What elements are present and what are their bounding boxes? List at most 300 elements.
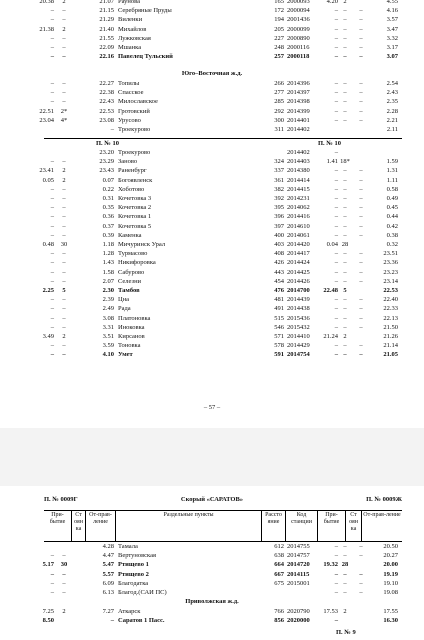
cell-stop-back: 2 xyxy=(343,333,347,340)
header-departure-back: От-прав-ление xyxy=(363,512,401,518)
cell-station: Тамала xyxy=(118,543,138,550)
cell-departure-back: 2.28 xyxy=(386,107,398,115)
cell-arrival: 8.50 xyxy=(42,617,54,625)
cell-arrival-back: 17.53 xyxy=(323,608,338,615)
cell-departure-back: 17.55 xyxy=(383,608,398,615)
cell-station: Кочетовка 1 xyxy=(118,213,152,221)
cell-stop-back: 18* xyxy=(340,158,350,166)
table-row xyxy=(0,332,424,341)
cell-station: Серебряные Пруды xyxy=(118,7,172,15)
cell-distance: 285 xyxy=(274,98,284,106)
cell-extra: – xyxy=(359,116,363,124)
cell-distance: 476 xyxy=(274,287,284,294)
cell-distance: 664 xyxy=(274,561,284,569)
cell-station: Саратов 1 Пасс. xyxy=(118,617,165,625)
cell-departure: 23.20 xyxy=(99,149,114,156)
cell-departure: 3.51 xyxy=(102,333,114,340)
cell-arrival: – xyxy=(50,89,54,97)
cell-extra: – xyxy=(359,259,363,267)
cell-arrival-back: – xyxy=(334,107,338,115)
cell-arrival: 3.49 xyxy=(42,333,54,340)
cell-arrival-back: – xyxy=(334,80,338,87)
cell-station: Благодатка xyxy=(118,579,149,587)
table-row xyxy=(0,79,424,88)
cell-code: 2014403 xyxy=(287,158,310,166)
cell-extra: – xyxy=(359,579,363,587)
cell-distance: 856 xyxy=(274,617,284,625)
cell-stop-back: – xyxy=(343,213,347,221)
cell-station: Лужковская xyxy=(118,34,151,42)
cell-stop-back: – xyxy=(343,185,347,193)
cell-station: Мичуринск Урал xyxy=(118,241,166,248)
cell-departure: 22.27 xyxy=(99,80,114,87)
cell-departure: 22.09 xyxy=(99,44,114,51)
cell-arrival-back: – xyxy=(334,44,338,51)
cell-stop: 30 xyxy=(60,241,68,248)
cell-station: Умет xyxy=(118,351,133,359)
cell-departure: 0.35 xyxy=(102,204,114,212)
cell-code: 2014439 xyxy=(287,296,310,304)
cell-departure: 1.58 xyxy=(102,268,114,276)
cell-code: 2014610 xyxy=(287,222,310,230)
cell-distance: 397 xyxy=(274,222,284,230)
cell-stop-back: – xyxy=(343,167,347,175)
cell-stop-back: 2 xyxy=(343,608,347,615)
table-row xyxy=(0,286,424,295)
cell-departure: 4.28 xyxy=(102,543,114,550)
cell-arrival: 23.04 xyxy=(39,116,54,124)
cell-departure: 21.40 xyxy=(99,25,114,33)
cell-stop: – xyxy=(62,80,66,87)
cell-arrival-back: – xyxy=(334,222,338,230)
cell-station: Ртищево 1 xyxy=(118,561,149,569)
cell-code: 2000116 xyxy=(287,44,310,51)
cell-station: Павелец Тульский xyxy=(118,53,173,61)
cell-arrival-back: – xyxy=(334,342,338,350)
cell-distance: 266 xyxy=(274,80,284,87)
cell-distance: 300 xyxy=(274,116,284,124)
cell-station: Тамбов xyxy=(118,287,140,294)
cell-stop-back: – xyxy=(343,342,347,350)
cell-code: 2014399 xyxy=(287,107,310,115)
cell-departure: 1.28 xyxy=(102,250,114,258)
cell-extra: – xyxy=(359,89,363,97)
cell-code: 2014115 xyxy=(287,570,310,578)
cell-arrival-back: – xyxy=(334,34,338,42)
train-marker-bottom: П. № 9 xyxy=(336,629,356,636)
cell-arrival: 7.25 xyxy=(42,608,54,615)
cell-distance: 396 xyxy=(274,213,284,221)
cell-distance: 481 xyxy=(274,296,284,304)
cell-distance: 248 xyxy=(274,44,284,51)
cell-arrival: – xyxy=(50,268,54,276)
cell-distance: 324 xyxy=(274,158,284,166)
table-row xyxy=(0,97,424,106)
cell-stop-back: – xyxy=(343,7,347,15)
cell-station: Кочетовка 5 xyxy=(118,222,152,230)
cell-stop: – xyxy=(62,589,66,596)
cell-distance: 667 xyxy=(274,570,284,578)
section-header-south-east-railway: Юго–Восточная ж.д. xyxy=(181,70,243,77)
cell-stop-back: – xyxy=(343,53,347,61)
train-marker-left: П. № 10 xyxy=(96,140,119,147)
table-row xyxy=(0,570,424,579)
cell-departure: 5.47 xyxy=(102,561,114,569)
cell-departure-back: 0.44 xyxy=(386,213,398,221)
cell-station: Сабурово xyxy=(118,268,145,276)
cell-departure-back: 0.32 xyxy=(386,241,398,248)
table-row xyxy=(0,116,424,125)
cell-code: 2015436 xyxy=(287,314,310,322)
cell-stop: – xyxy=(62,579,66,587)
cell-station: Топилы xyxy=(118,80,140,87)
cell-arrival: – xyxy=(50,222,54,230)
cell-code: 2014061 xyxy=(287,231,310,239)
cell-extra: – xyxy=(359,305,363,313)
cell-distance: 277 xyxy=(274,89,284,97)
cell-stop-back: – xyxy=(343,250,347,258)
cell-code: 2014416 xyxy=(287,213,310,221)
cell-code: 2014424 xyxy=(287,259,310,267)
cell-departure-back: 22.13 xyxy=(383,314,398,322)
cell-code: 2014755 xyxy=(287,543,310,550)
table-row xyxy=(0,166,424,175)
cell-departure: 0.37 xyxy=(102,222,114,230)
cell-stop-back: – xyxy=(343,116,347,124)
cell-station: Тоновка xyxy=(118,342,141,350)
cell-departure-back: 23.23 xyxy=(383,268,398,276)
header-stop-back: Ст оян ка xyxy=(346,511,362,541)
cell-extra: – xyxy=(359,314,363,322)
cell-arrival-back: – xyxy=(334,195,338,202)
cell-extra: – xyxy=(359,204,363,212)
cell-arrival: 22.51 xyxy=(39,107,54,115)
cell-arrival-back: 4.20 xyxy=(326,0,338,5)
cell-stop-back: – xyxy=(343,204,347,212)
cell-code: 2000093 xyxy=(287,0,310,5)
cell-extra: – xyxy=(359,185,363,193)
cell-arrival-back: – xyxy=(334,268,338,276)
cell-code: 2014380 xyxy=(287,167,310,175)
cell-arrival: – xyxy=(50,305,54,313)
cell-station: Иноковка xyxy=(118,323,145,331)
table-row xyxy=(0,350,424,359)
cell-departure-back: 22.53 xyxy=(383,287,398,294)
cell-departure-back: 2.43 xyxy=(386,89,398,97)
cell-station: Гротовский xyxy=(118,107,150,115)
cell-departure-back: 1.11 xyxy=(386,176,398,184)
cell-distance: 675 xyxy=(274,579,284,587)
header-departure: От-прав-ление xyxy=(86,511,116,541)
cell-departure: – xyxy=(110,126,114,133)
cell-arrival: – xyxy=(50,7,54,15)
table-row xyxy=(0,231,424,240)
cell-station: Раненбург xyxy=(118,167,147,175)
table-row xyxy=(0,25,424,34)
cell-departure-back: 3.17 xyxy=(386,44,398,51)
cell-departure-back: 0.49 xyxy=(386,195,398,202)
cell-distance: 578 xyxy=(274,342,284,350)
cell-stop-back: – xyxy=(343,543,347,550)
cell-departure: 4.10 xyxy=(102,351,114,359)
cell-arrival-back: – xyxy=(334,351,338,359)
cell-departure: 21.15 xyxy=(99,7,114,15)
cell-departure: 21.55 xyxy=(99,34,114,42)
cell-stop: 2 xyxy=(62,608,66,615)
cell-stop: 2 xyxy=(62,176,66,184)
table-row xyxy=(0,52,424,61)
cell-stop: – xyxy=(62,34,66,42)
cell-code: 2014415 xyxy=(287,185,310,193)
cell-extra: – xyxy=(359,231,363,239)
cell-arrival-back: – xyxy=(334,617,338,625)
cell-departure-back: 23.51 xyxy=(383,250,398,258)
cell-arrival-back: 19.32 xyxy=(323,561,338,569)
cell-departure: 2.30 xyxy=(102,287,114,294)
cell-extra: – xyxy=(359,250,363,258)
cell-extra: – xyxy=(359,107,363,115)
header-distance: Рассто яние xyxy=(262,511,286,541)
cell-arrival-back: – xyxy=(334,98,338,106)
cell-distance: 400 xyxy=(274,231,284,239)
cell-station: Вертуновская xyxy=(118,552,156,560)
cell-departure-back: 1.59 xyxy=(386,158,398,166)
cell-arrival: – xyxy=(50,53,54,61)
cell-departure-back: 0.45 xyxy=(386,204,398,212)
cell-stop-back: – xyxy=(343,16,347,24)
cell-distance: 491 xyxy=(274,305,284,313)
cell-code: 2015432 xyxy=(287,323,310,331)
cell-departure: 1.18 xyxy=(102,241,114,248)
table-row xyxy=(0,148,424,157)
cell-departure-back: 0.38 xyxy=(386,231,398,239)
cell-arrival: – xyxy=(50,351,54,359)
train-number-left: П. № 0009Г xyxy=(44,496,78,503)
page-gap xyxy=(0,428,424,486)
table-row xyxy=(0,277,424,286)
table-row xyxy=(0,222,424,231)
cell-departure: 0.07 xyxy=(102,176,114,184)
cell-extra: – xyxy=(359,16,363,24)
cell-departure-back: 3.57 xyxy=(386,16,398,24)
table-row xyxy=(0,15,424,24)
cell-station: Платоновка xyxy=(118,314,151,322)
cell-distance: 766 xyxy=(274,608,284,615)
cell-stop: – xyxy=(62,185,66,193)
cell-stop: – xyxy=(62,259,66,267)
cell-stop-back: – xyxy=(343,222,347,230)
cell-code: 2000890 xyxy=(287,34,310,42)
cell-code: 2014414 xyxy=(287,176,310,184)
cell-code: 2014397 xyxy=(287,89,310,97)
cell-station: Михайлов xyxy=(118,25,147,33)
cell-distance: 292 xyxy=(274,107,284,115)
cell-departure: 0.22 xyxy=(102,185,114,193)
cell-stop: 2 xyxy=(62,0,66,5)
cell-departure: 0.36 xyxy=(102,213,114,221)
cell-station: Турмасово xyxy=(118,250,148,258)
cell-code: 2014420 xyxy=(287,241,310,248)
cell-distance: 194 xyxy=(274,16,284,24)
cell-departure-back: 2.35 xyxy=(386,98,398,106)
cell-arrival: – xyxy=(50,231,54,239)
table-row xyxy=(0,34,424,43)
cell-station: Никифоровка xyxy=(118,259,156,267)
cell-arrival-back: – xyxy=(334,185,338,193)
cell-extra: – xyxy=(359,195,363,202)
cell-stop-back: – xyxy=(343,296,347,304)
table-row xyxy=(0,125,424,134)
cell-code: 2000118 xyxy=(287,53,310,61)
cell-stop-back: – xyxy=(343,34,347,42)
cell-arrival: – xyxy=(50,570,54,578)
cell-arrival: – xyxy=(50,158,54,166)
table-row xyxy=(0,268,424,277)
cell-departure: 7.27 xyxy=(102,608,114,615)
cell-departure-back: 16.30 xyxy=(383,617,398,625)
cell-extra: – xyxy=(359,570,363,578)
header-arrival: При-бытие xyxy=(44,511,72,541)
cell-stop-back: – xyxy=(343,107,347,115)
cell-code: 2015001 xyxy=(287,579,310,587)
cell-departure: 5.57 xyxy=(102,570,114,578)
cell-extra: – xyxy=(359,7,363,15)
table-row xyxy=(0,560,424,569)
cell-arrival: – xyxy=(50,213,54,221)
cell-extra: – xyxy=(359,98,363,106)
cell-code: 2001436 xyxy=(287,16,310,24)
cell-departure: 2.49 xyxy=(102,305,114,313)
cell-station: Троекурово xyxy=(118,126,151,133)
cell-stop-back: – xyxy=(343,176,347,184)
cell-stop: – xyxy=(62,314,66,322)
cell-stop: – xyxy=(62,250,66,258)
cell-departure-back: 19.08 xyxy=(383,589,398,596)
cell-departure-back: 2.54 xyxy=(386,80,398,87)
cell-departure-back: 1.31 xyxy=(386,167,398,175)
cell-distance: 426 xyxy=(274,259,284,267)
cell-arrival: – xyxy=(50,296,54,304)
cell-arrival-back: – xyxy=(334,314,338,322)
cell-stop-back: – xyxy=(343,98,347,106)
table-row xyxy=(0,249,424,258)
cell-extra: – xyxy=(359,44,363,51)
cell-stop-back: 28 xyxy=(341,241,349,248)
cell-departure: – xyxy=(110,617,114,625)
cell-station: Троекурово xyxy=(118,149,151,156)
cell-departure: 23.08 xyxy=(99,116,114,124)
cell-code: 2020790 xyxy=(287,608,310,615)
cell-station: Заново xyxy=(118,158,138,166)
table-row xyxy=(0,157,424,166)
header-stop: Ст оян ка xyxy=(72,511,86,541)
cell-stop-back: – xyxy=(343,259,347,267)
cell-stop: 2* xyxy=(60,107,68,115)
table-row xyxy=(0,107,424,116)
cell-distance: 403 xyxy=(274,241,284,248)
cell-arrival: – xyxy=(50,34,54,42)
cell-stop-back: – xyxy=(343,195,347,202)
cell-departure: 3.31 xyxy=(102,323,114,331)
cell-distance: 205 xyxy=(274,25,284,33)
cell-arrival: – xyxy=(50,195,54,202)
cell-distance: 591 xyxy=(274,351,284,359)
cell-arrival-back: 1.41 xyxy=(326,158,338,166)
cell-departure: 23.43 xyxy=(99,167,114,175)
cell-distance: 454 xyxy=(274,277,284,285)
header-arrival-back: При-бытие xyxy=(318,511,346,541)
table-row xyxy=(0,295,424,304)
table-row xyxy=(0,323,424,332)
cell-station: Милославское xyxy=(118,98,158,106)
cell-stop-back: 2 xyxy=(343,0,347,5)
cell-code: 2014231 xyxy=(287,195,310,202)
cell-extra: – xyxy=(359,222,363,230)
table-row xyxy=(0,258,424,267)
cell-extra: – xyxy=(359,213,363,221)
cell-stop-back: – xyxy=(343,589,347,596)
table-row xyxy=(0,304,424,313)
cell-stop: – xyxy=(62,570,66,578)
cell-departure: 0.39 xyxy=(102,231,114,239)
cell-stop: 2 xyxy=(62,333,66,340)
cell-arrival: – xyxy=(50,98,54,106)
cell-stop: 4* xyxy=(60,116,68,124)
cell-arrival: – xyxy=(50,44,54,51)
cell-stop: – xyxy=(62,222,66,230)
cell-stop: – xyxy=(62,204,66,212)
cell-distance: 395 xyxy=(274,204,284,212)
cell-arrival-back: – xyxy=(334,231,338,239)
cell-stop: – xyxy=(62,53,66,61)
cell-station: Цна xyxy=(118,296,130,304)
table-row xyxy=(0,616,424,625)
cell-station: Спасское xyxy=(118,89,144,97)
cell-extra: – xyxy=(359,277,363,285)
cell-departure-back: 21.50 xyxy=(383,323,398,331)
cell-code: 2014398 xyxy=(287,98,310,106)
cell-arrival-back: – xyxy=(334,259,338,267)
cell-arrival-back: – xyxy=(334,250,338,258)
cell-departure-back: 20.50 xyxy=(383,543,398,550)
cell-departure: 0.31 xyxy=(102,195,114,202)
cell-stop: – xyxy=(62,231,66,239)
cell-stop: – xyxy=(62,44,66,51)
cell-code: 2000094 xyxy=(287,7,310,15)
cell-departure: 2.07 xyxy=(102,277,114,285)
cell-stop-back: 28 xyxy=(341,561,349,569)
table-row xyxy=(0,43,424,52)
cell-station: Мшанка xyxy=(118,44,142,51)
cell-code: 2014425 xyxy=(287,268,310,276)
cell-extra: – xyxy=(359,296,363,304)
cell-departure-back: 19.10 xyxy=(383,579,398,587)
header-station-code: Код станции xyxy=(286,511,318,541)
cell-station: Урусово xyxy=(118,116,141,124)
cell-departure-back: 2.11 xyxy=(386,126,398,133)
table-row xyxy=(0,314,424,323)
cell-stop-back: – xyxy=(343,231,347,239)
cell-stop: – xyxy=(62,351,66,359)
cell-arrival-back: – xyxy=(334,543,338,550)
cell-code: 2014720 xyxy=(287,561,310,569)
cell-departure-back: 22.33 xyxy=(383,305,398,313)
cell-departure-back: 2.21 xyxy=(386,116,398,124)
cell-code: 2014438 xyxy=(287,305,310,313)
cell-extra: – xyxy=(359,80,363,87)
cell-stop: – xyxy=(62,296,66,304)
cell-extra: – xyxy=(359,351,363,359)
